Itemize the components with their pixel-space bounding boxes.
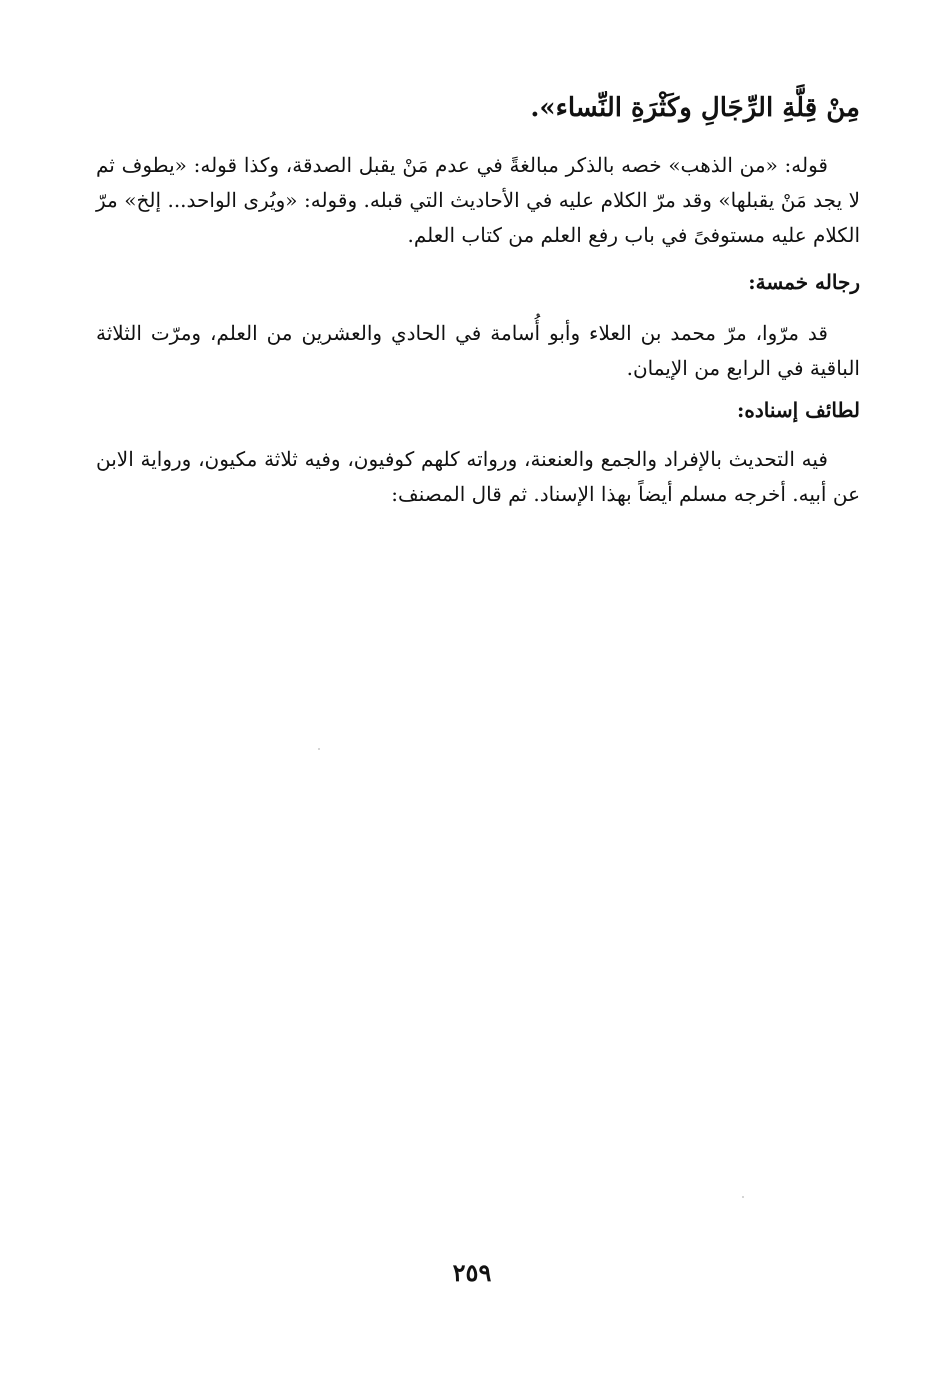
scan-speck: [742, 1196, 744, 1198]
scan-speck: [318, 748, 320, 750]
chain-paragraph: فيه التحديث بالإفراد والجمع والعنعنة، ورواته كلهم كوفيون، وفيه ثلاثة مكيون، ورواية الابن عن أبيه. أخرجه مسلم أيضاً بهذا الإسناد. ثم قال المصنف:: [96, 447, 860, 506]
page-number: ٢٥٩: [452, 1258, 492, 1287]
hadith-ending-line: مِنْ قِلَّةِ الرِّجَالِ وكَثْرَةِ النِّساء».: [530, 93, 860, 123]
chain-heading: لطائف إسناده:: [736, 398, 860, 422]
narrators-heading: رجاله خمسة:: [748, 270, 860, 294]
commentary-paragraph: قوله: «من الذهب» خصه بالذكر مبالغةً في عدم مَنْ يقبل الصدقة، وكذا قوله: «يطوف ثم لا يجد مَنْ يقبلها» وقد مرّ الكلام عليه في الأحاديث التي قبله. وقوله: «ويُرى الواحد... إلخ» مرّ الكلام عليه مستوفىً في باب رفع العلم من كتاب العلم.: [96, 153, 860, 247]
narrators-paragraph: قد مرّوا، مرّ محمد بن العلاء وأبو أُسامة في الحادي والعشرين من العلم، ومرّت الثلاثة الباقية في الرابع من الإيمان.: [96, 321, 860, 380]
